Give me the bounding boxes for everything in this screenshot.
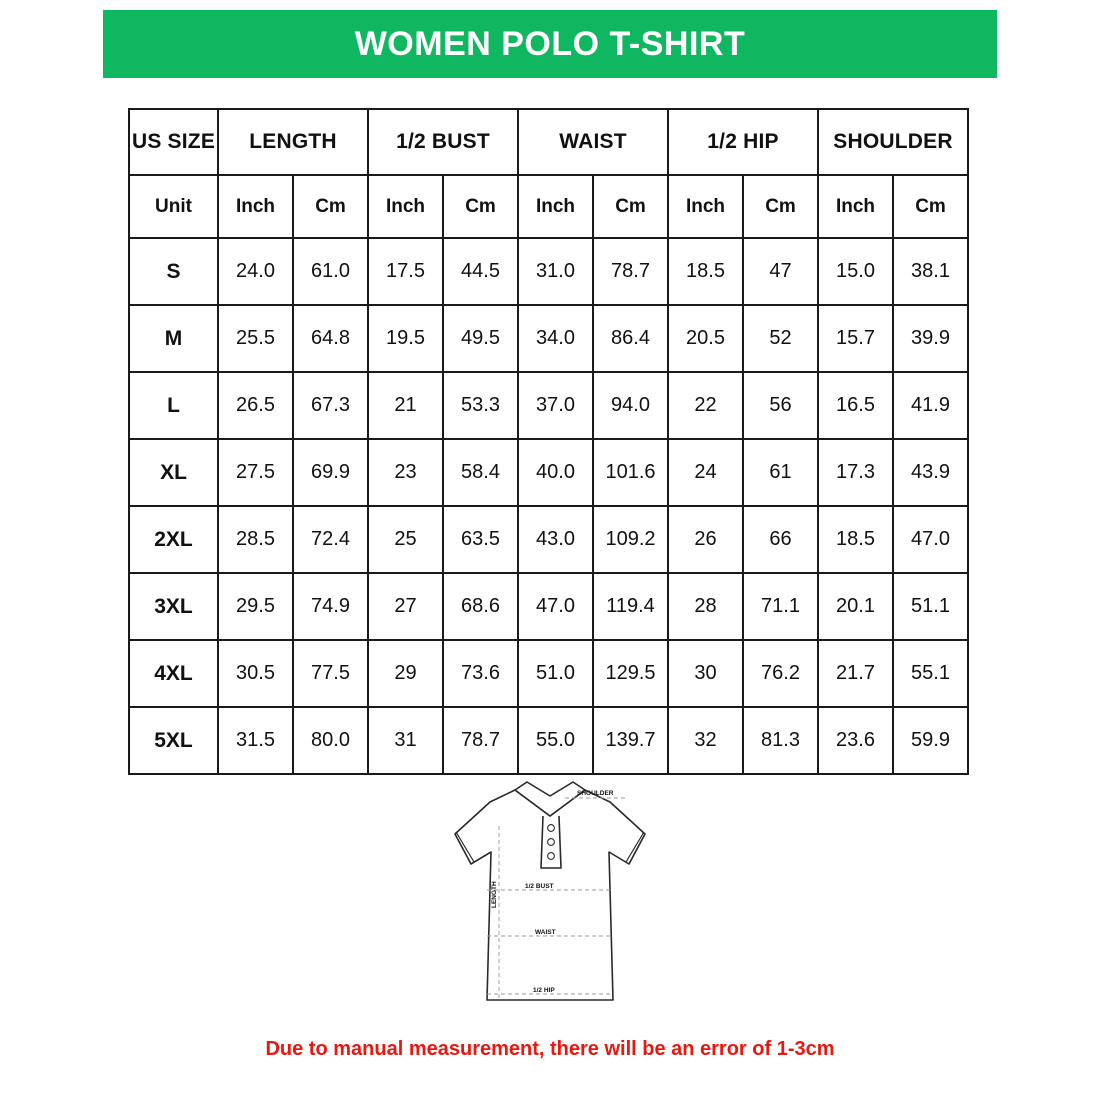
table-row — [129, 707, 968, 774]
polo-shirt-diagram — [395, 768, 705, 1026]
unit-cell: Inch — [818, 175, 893, 238]
measure-cell: 31.0 — [518, 238, 593, 305]
measure-cell: 16.5 — [818, 372, 893, 439]
measure-cell: 24.0 — [218, 238, 293, 305]
measure-cell: 94.0 — [593, 372, 668, 439]
measure-cell: 51.0 — [518, 640, 593, 707]
measure-cell: 15.7 — [818, 305, 893, 372]
measure-cell: 86.4 — [593, 305, 668, 372]
measure-cell: 30 — [668, 640, 743, 707]
table-row — [129, 640, 968, 707]
label-shoulder: SHOULDER — [577, 790, 614, 797]
measure-cell: 21.7 — [818, 640, 893, 707]
table-row — [129, 506, 968, 573]
measure-cell: 27 — [368, 573, 443, 640]
unit-cell: Cm — [293, 175, 368, 238]
measure-cell: 27.5 — [218, 439, 293, 506]
unit-cell: Cm — [893, 175, 968, 238]
measure-cell: 47.0 — [518, 573, 593, 640]
measure-cell: 63.5 — [443, 506, 518, 573]
column-header-us-size: US SIZE — [129, 109, 218, 175]
label-waist: WAIST — [535, 929, 556, 936]
measure-cell: 30.5 — [218, 640, 293, 707]
measure-cell: 44.5 — [443, 238, 518, 305]
table-row — [129, 573, 968, 640]
measure-cell: 52 — [743, 305, 818, 372]
measure-cell: 40.0 — [518, 439, 593, 506]
measure-cell: 139.7 — [593, 707, 668, 774]
measure-cell: 31.5 — [218, 707, 293, 774]
label-length: LENGTH — [491, 881, 498, 908]
size-label: 5XL — [129, 707, 218, 774]
size-table — [128, 108, 969, 775]
measure-cell: 15.0 — [818, 238, 893, 305]
table-header-row — [129, 109, 968, 175]
size-label: 4XL — [129, 640, 218, 707]
table-row — [129, 238, 968, 305]
measure-cell: 47.0 — [893, 506, 968, 573]
measure-cell: 29 — [368, 640, 443, 707]
measure-cell: 129.5 — [593, 640, 668, 707]
measure-cell: 80.0 — [293, 707, 368, 774]
label-half-hip: 1/2 HIP — [533, 987, 555, 994]
measure-cell: 67.3 — [293, 372, 368, 439]
measure-cell: 119.4 — [593, 573, 668, 640]
measure-cell: 66 — [743, 506, 818, 573]
column-header-length: LENGTH — [218, 109, 368, 175]
measure-cell: 64.8 — [293, 305, 368, 372]
measure-cell: 73.6 — [443, 640, 518, 707]
measure-cell: 18.5 — [668, 238, 743, 305]
measure-cell: 17.5 — [368, 238, 443, 305]
size-label: S — [129, 238, 218, 305]
column-header-shoulder: SHOULDER — [818, 109, 968, 175]
measure-cell: 76.2 — [743, 640, 818, 707]
measure-cell: 23 — [368, 439, 443, 506]
unit-cell: Inch — [368, 175, 443, 238]
page-title: WOMEN POLO T-SHIRT — [354, 24, 746, 63]
measure-cell: 22 — [668, 372, 743, 439]
measurement-disclaimer: Due to manual measurement, there will be an error of 1-3cm — [265, 1038, 835, 1060]
measure-cell: 32 — [668, 707, 743, 774]
measure-cell: 43.9 — [893, 439, 968, 506]
measure-cell: 72.4 — [293, 506, 368, 573]
measure-cell: 17.3 — [818, 439, 893, 506]
measure-cell: 53.3 — [443, 372, 518, 439]
table-row — [129, 439, 968, 506]
unit-cell: Cm — [443, 175, 518, 238]
measure-cell: 25.5 — [218, 305, 293, 372]
measure-cell: 38.1 — [893, 238, 968, 305]
size-label: 2XL — [129, 506, 218, 573]
measure-cell: 74.9 — [293, 573, 368, 640]
measure-cell: 69.9 — [293, 439, 368, 506]
measure-cell: 34.0 — [518, 305, 593, 372]
measure-cell: 28.5 — [218, 506, 293, 573]
measure-cell: 26 — [668, 506, 743, 573]
unit-label: Unit — [129, 175, 218, 238]
measure-cell: 19.5 — [368, 305, 443, 372]
measure-cell: 24 — [668, 439, 743, 506]
measure-cell: 61.0 — [293, 238, 368, 305]
unit-cell: Inch — [218, 175, 293, 238]
measure-cell: 78.7 — [443, 707, 518, 774]
measure-cell: 101.6 — [593, 439, 668, 506]
measure-cell: 37.0 — [518, 372, 593, 439]
measure-cell: 61 — [743, 439, 818, 506]
table-unit-row — [129, 175, 968, 238]
measure-cell: 43.0 — [518, 506, 593, 573]
measure-cell: 59.9 — [893, 707, 968, 774]
column-header-half-bust: 1/2 BUST — [368, 109, 518, 175]
measure-cell: 39.9 — [893, 305, 968, 372]
measure-cell: 58.4 — [443, 439, 518, 506]
measure-cell: 20.1 — [818, 573, 893, 640]
measure-cell: 68.6 — [443, 573, 518, 640]
size-label: M — [129, 305, 218, 372]
unit-cell: Inch — [668, 175, 743, 238]
measure-cell: 29.5 — [218, 573, 293, 640]
unit-cell: Inch — [518, 175, 593, 238]
size-label: 3XL — [129, 573, 218, 640]
column-header-half-hip: 1/2 HIP — [668, 109, 818, 175]
column-header-waist: WAIST — [518, 109, 668, 175]
measure-cell: 55.0 — [518, 707, 593, 774]
size-label: L — [129, 372, 218, 439]
unit-cell: Cm — [743, 175, 818, 238]
measure-cell: 47 — [743, 238, 818, 305]
measure-cell: 25 — [368, 506, 443, 573]
size-label: XL — [129, 439, 218, 506]
measure-cell: 23.6 — [818, 707, 893, 774]
measure-cell: 31 — [368, 707, 443, 774]
measure-cell: 41.9 — [893, 372, 968, 439]
measure-cell: 109.2 — [593, 506, 668, 573]
measure-cell: 18.5 — [818, 506, 893, 573]
measure-cell: 56 — [743, 372, 818, 439]
measure-cell: 21 — [368, 372, 443, 439]
size-table-container — [128, 108, 969, 775]
measure-cell: 51.1 — [893, 573, 968, 640]
measure-cell: 20.5 — [668, 305, 743, 372]
measure-cell: 55.1 — [893, 640, 968, 707]
measure-cell: 81.3 — [743, 707, 818, 774]
table-row — [129, 372, 968, 439]
measure-cell: 49.5 — [443, 305, 518, 372]
measure-cell: 78.7 — [593, 238, 668, 305]
measure-cell: 26.5 — [218, 372, 293, 439]
measure-cell: 28 — [668, 573, 743, 640]
measure-cell: 71.1 — [743, 573, 818, 640]
label-half-bust: 1/2 BUST — [525, 883, 554, 890]
unit-cell: Cm — [593, 175, 668, 238]
table-row — [129, 305, 968, 372]
measure-cell: 77.5 — [293, 640, 368, 707]
header-banner — [103, 10, 997, 78]
